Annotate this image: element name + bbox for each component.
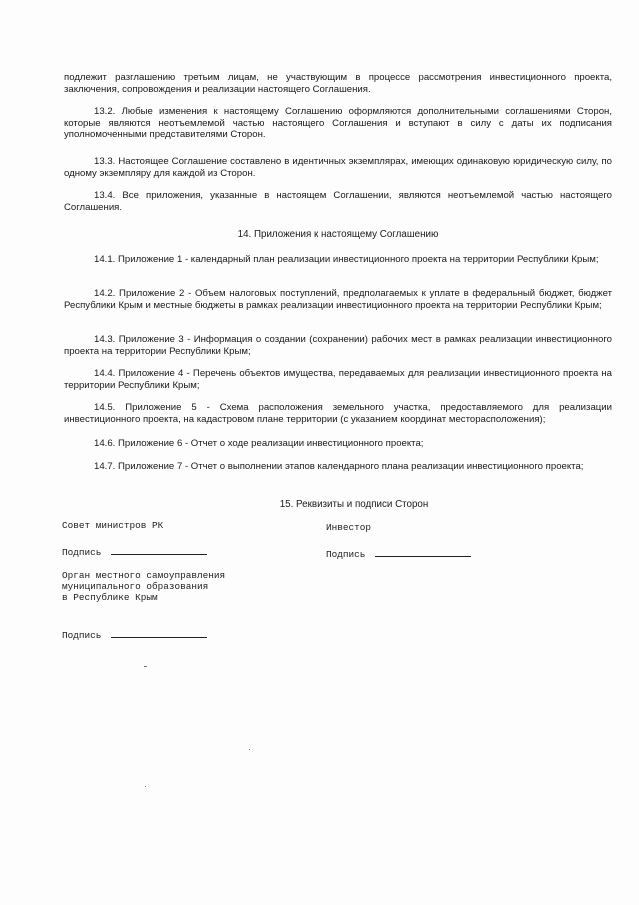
signature-label: Подпись	[326, 549, 366, 560]
municipal-line-2: муниципального образования	[62, 581, 209, 592]
party-investor-label: Инвестор	[326, 522, 372, 533]
scan-speck	[145, 786, 146, 787]
municipal-signature-line	[111, 628, 207, 638]
municipal-line-3: в Республике Крым	[62, 592, 158, 603]
municipal-signature-row	[62, 628, 207, 641]
section-14-heading: 14. Приложения к настоящему Соглашению	[237, 229, 439, 240]
paragraph-13-2: 13.2. Любые изменения к настоящему Соглашению оформляются дополнительными соглашениями Сторон, которые являются неотъемлемой частью настоящего Соглашения и вступают в силу с даты их подписания уполномоченными представителями Сторон.	[64, 106, 612, 140]
investor-signature-line	[375, 547, 471, 557]
council-signature-row	[62, 545, 207, 558]
appendix-item-14-1: 14.1. Приложение 1 - календарный план реализации инвестиционного проекта на территории Республики Крым;	[94, 254, 599, 265]
municipal-line-1: Орган местного самоуправления	[62, 570, 226, 581]
investor-signature-row	[326, 547, 471, 560]
appendix-item-14-3: 14.3. Приложение 3 - Информация о создании (сохранении) рабочих мест в рамках реализации инвестиционного проекта на территории Республики Крым;	[64, 334, 612, 357]
appendix-item-14-5: 14.5. Приложение 5 - Схема расположения земельного участка, предоставляемого для реализации инвестиционного проекта, на кадастровом плане территории (с указанием координат месторасположения);	[64, 402, 612, 425]
scan-speck	[144, 666, 147, 667]
signature-label: Подпись	[62, 547, 102, 558]
paragraph-intro: подлежит разглашению третьим лицам, не участвующим в процессе рассмотрения инвестиционного проекта, заключения, сопровождения и реализации настоящего Соглашения.	[64, 72, 612, 95]
paragraph-13-4: 13.4. Все приложения, указанные в настоящем Соглашении, являются неотъемлемой частью настоящего Соглашения.	[64, 190, 612, 213]
scan-speck	[249, 749, 250, 750]
appendix-item-14-2: 14.2. Приложение 2 - Объем налоговых поступлений, предполагаемых к уплате в федеральный бюджет, бюджет Республики Крым и местные бюджеты в рамках реализации инвестиционного проекта на территории Республики Крым;	[64, 288, 612, 311]
section-15-heading: 15. Реквизиты и подписи Сторон	[279, 499, 429, 510]
council-signature-line	[111, 545, 207, 555]
appendix-item-14-6: 14.6. Приложение 6 - Отчет о ходе реализации инвестиционного проекта;	[94, 438, 424, 449]
appendix-item-14-4: 14.4. Приложение 4 - Перечень объектов имущества, передаваемых для реализации инвестиционного проекта на территории Республики Крым;	[64, 368, 612, 391]
signature-label: Подпись	[62, 630, 102, 641]
paragraph-13-3: 13.3. Настоящее Соглашение составлено в идентичных экземплярах, имеющих одинаковую юридическую силу, по одному экземпляру для каждой из Сторон.	[64, 156, 612, 179]
party-council-label: Совет министров РК	[62, 520, 164, 531]
appendix-item-14-7: 14.7. Приложение 7 - Отчет о выполнении этапов календарного плана реализации инвестиционного проекта;	[94, 461, 584, 472]
